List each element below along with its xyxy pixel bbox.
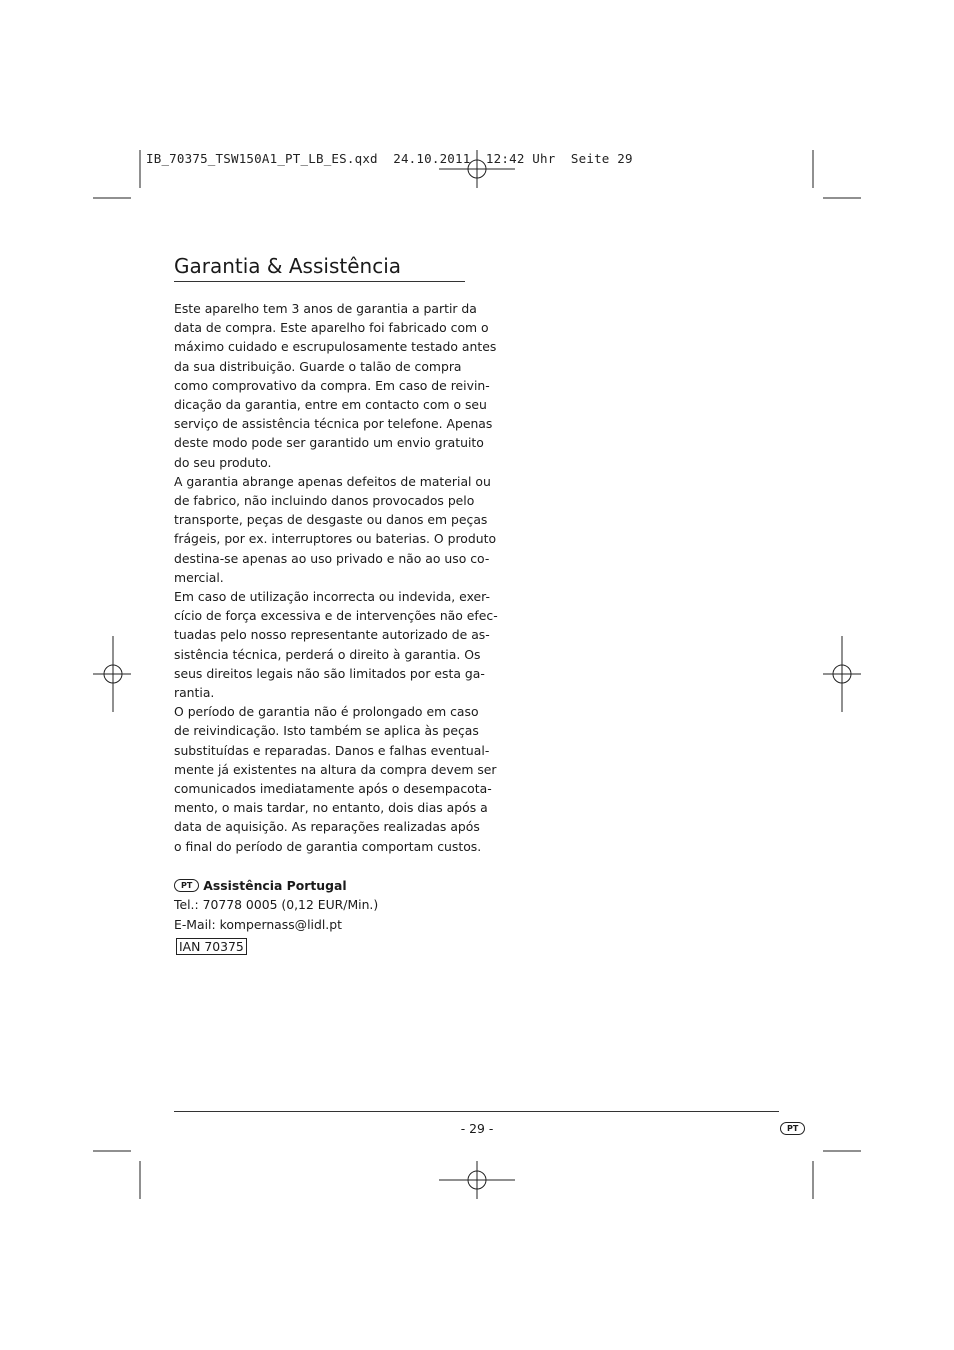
body-line: A garantia abrange apenas defeitos de material ou xyxy=(174,473,491,489)
body-line: seus direitos legais não são limitados por esta ga- xyxy=(174,665,485,681)
service-heading: Assistência Portugal xyxy=(203,878,347,893)
body-line: serviço de assistência técnica por telefone. Apenas xyxy=(174,416,493,432)
title-underline xyxy=(174,281,465,282)
body-line: frágeis, por ex. interruptores ou baterias. O produto xyxy=(174,531,497,547)
body-line: destina-se apenas ao uso privado e não ao uso co- xyxy=(174,550,490,566)
warranty-body-text xyxy=(174,299,498,856)
body-line: da sua distribuição. Guarde o talão de compra xyxy=(174,358,462,374)
body-line: Em caso de utilização incorrecta ou indevida, exer- xyxy=(174,589,490,605)
body-line: sistência técnica, perderá o direito à garantia. Os xyxy=(174,646,481,662)
body-line: transporte, peças de desgaste ou danos em peças xyxy=(174,512,488,528)
body-line: deste modo pode ser garantido um envio gratuito xyxy=(174,435,484,451)
body-line: o final do período de garantia comportam custos. xyxy=(174,838,482,854)
body-line: tuadas pelo nosso representante autorizado de as- xyxy=(174,627,490,643)
body-line: data de aquisição. As reparações realizadas após xyxy=(174,819,480,835)
body-line: mente já existentes na altura da compra devem ser xyxy=(174,761,497,777)
body-line: máximo cuidado e escrupulosamente testado antes xyxy=(174,339,497,355)
body-line: rantia. xyxy=(174,685,215,701)
body-line: data de compra. Este aparelho foi fabricado com o xyxy=(174,320,489,336)
body-line: do seu produto. xyxy=(174,454,272,470)
service-contact-block xyxy=(174,876,474,934)
ian-number-box: IAN 70375 xyxy=(176,938,247,955)
page-number: - 29 - xyxy=(460,1121,494,1136)
service-heading-line xyxy=(174,876,474,895)
footer-rule xyxy=(174,1111,779,1112)
body-line: Este aparelho tem 3 anos de garantia a partir da xyxy=(174,301,477,316)
body-line: mercial. xyxy=(174,569,224,585)
body-line: comunicados imediatamente após o desempacota- xyxy=(174,781,492,797)
service-phone: Tel.: 70778 0005 (0,12 EUR/Min.) xyxy=(174,897,379,913)
body-line: como comprovativo da compra. Em caso de reivin- xyxy=(174,377,490,393)
body-line: de reivindicação. Isto também se aplica às peças xyxy=(174,723,479,739)
body-line: dicação da garantia, entre em contacto com o seu xyxy=(174,397,487,413)
country-badge-pt: PT xyxy=(174,879,199,892)
service-email: E-Mail: kompernass@lidl.pt xyxy=(174,916,342,932)
body-line: O período de garantia não é prolongado em caso xyxy=(174,704,479,720)
body-line: de fabrico, não incluindo danos provocados pelo xyxy=(174,493,475,509)
print-slug-line: IB_70375_TSW150A1_PT_LB_ES.qxd 24.10.2011 12:42 Uhr Seite 29 xyxy=(146,151,633,166)
language-badge-pt: PT xyxy=(780,1122,805,1135)
body-line: substituídas e reparadas. Danos e falhas eventual- xyxy=(174,742,490,758)
section-title: Garantia & Assistência xyxy=(174,254,402,278)
body-line: mento, o mais tardar, no entanto, dois dias após a xyxy=(174,800,488,816)
body-line: cício de força excessiva e de intervenções não efec- xyxy=(174,608,498,624)
